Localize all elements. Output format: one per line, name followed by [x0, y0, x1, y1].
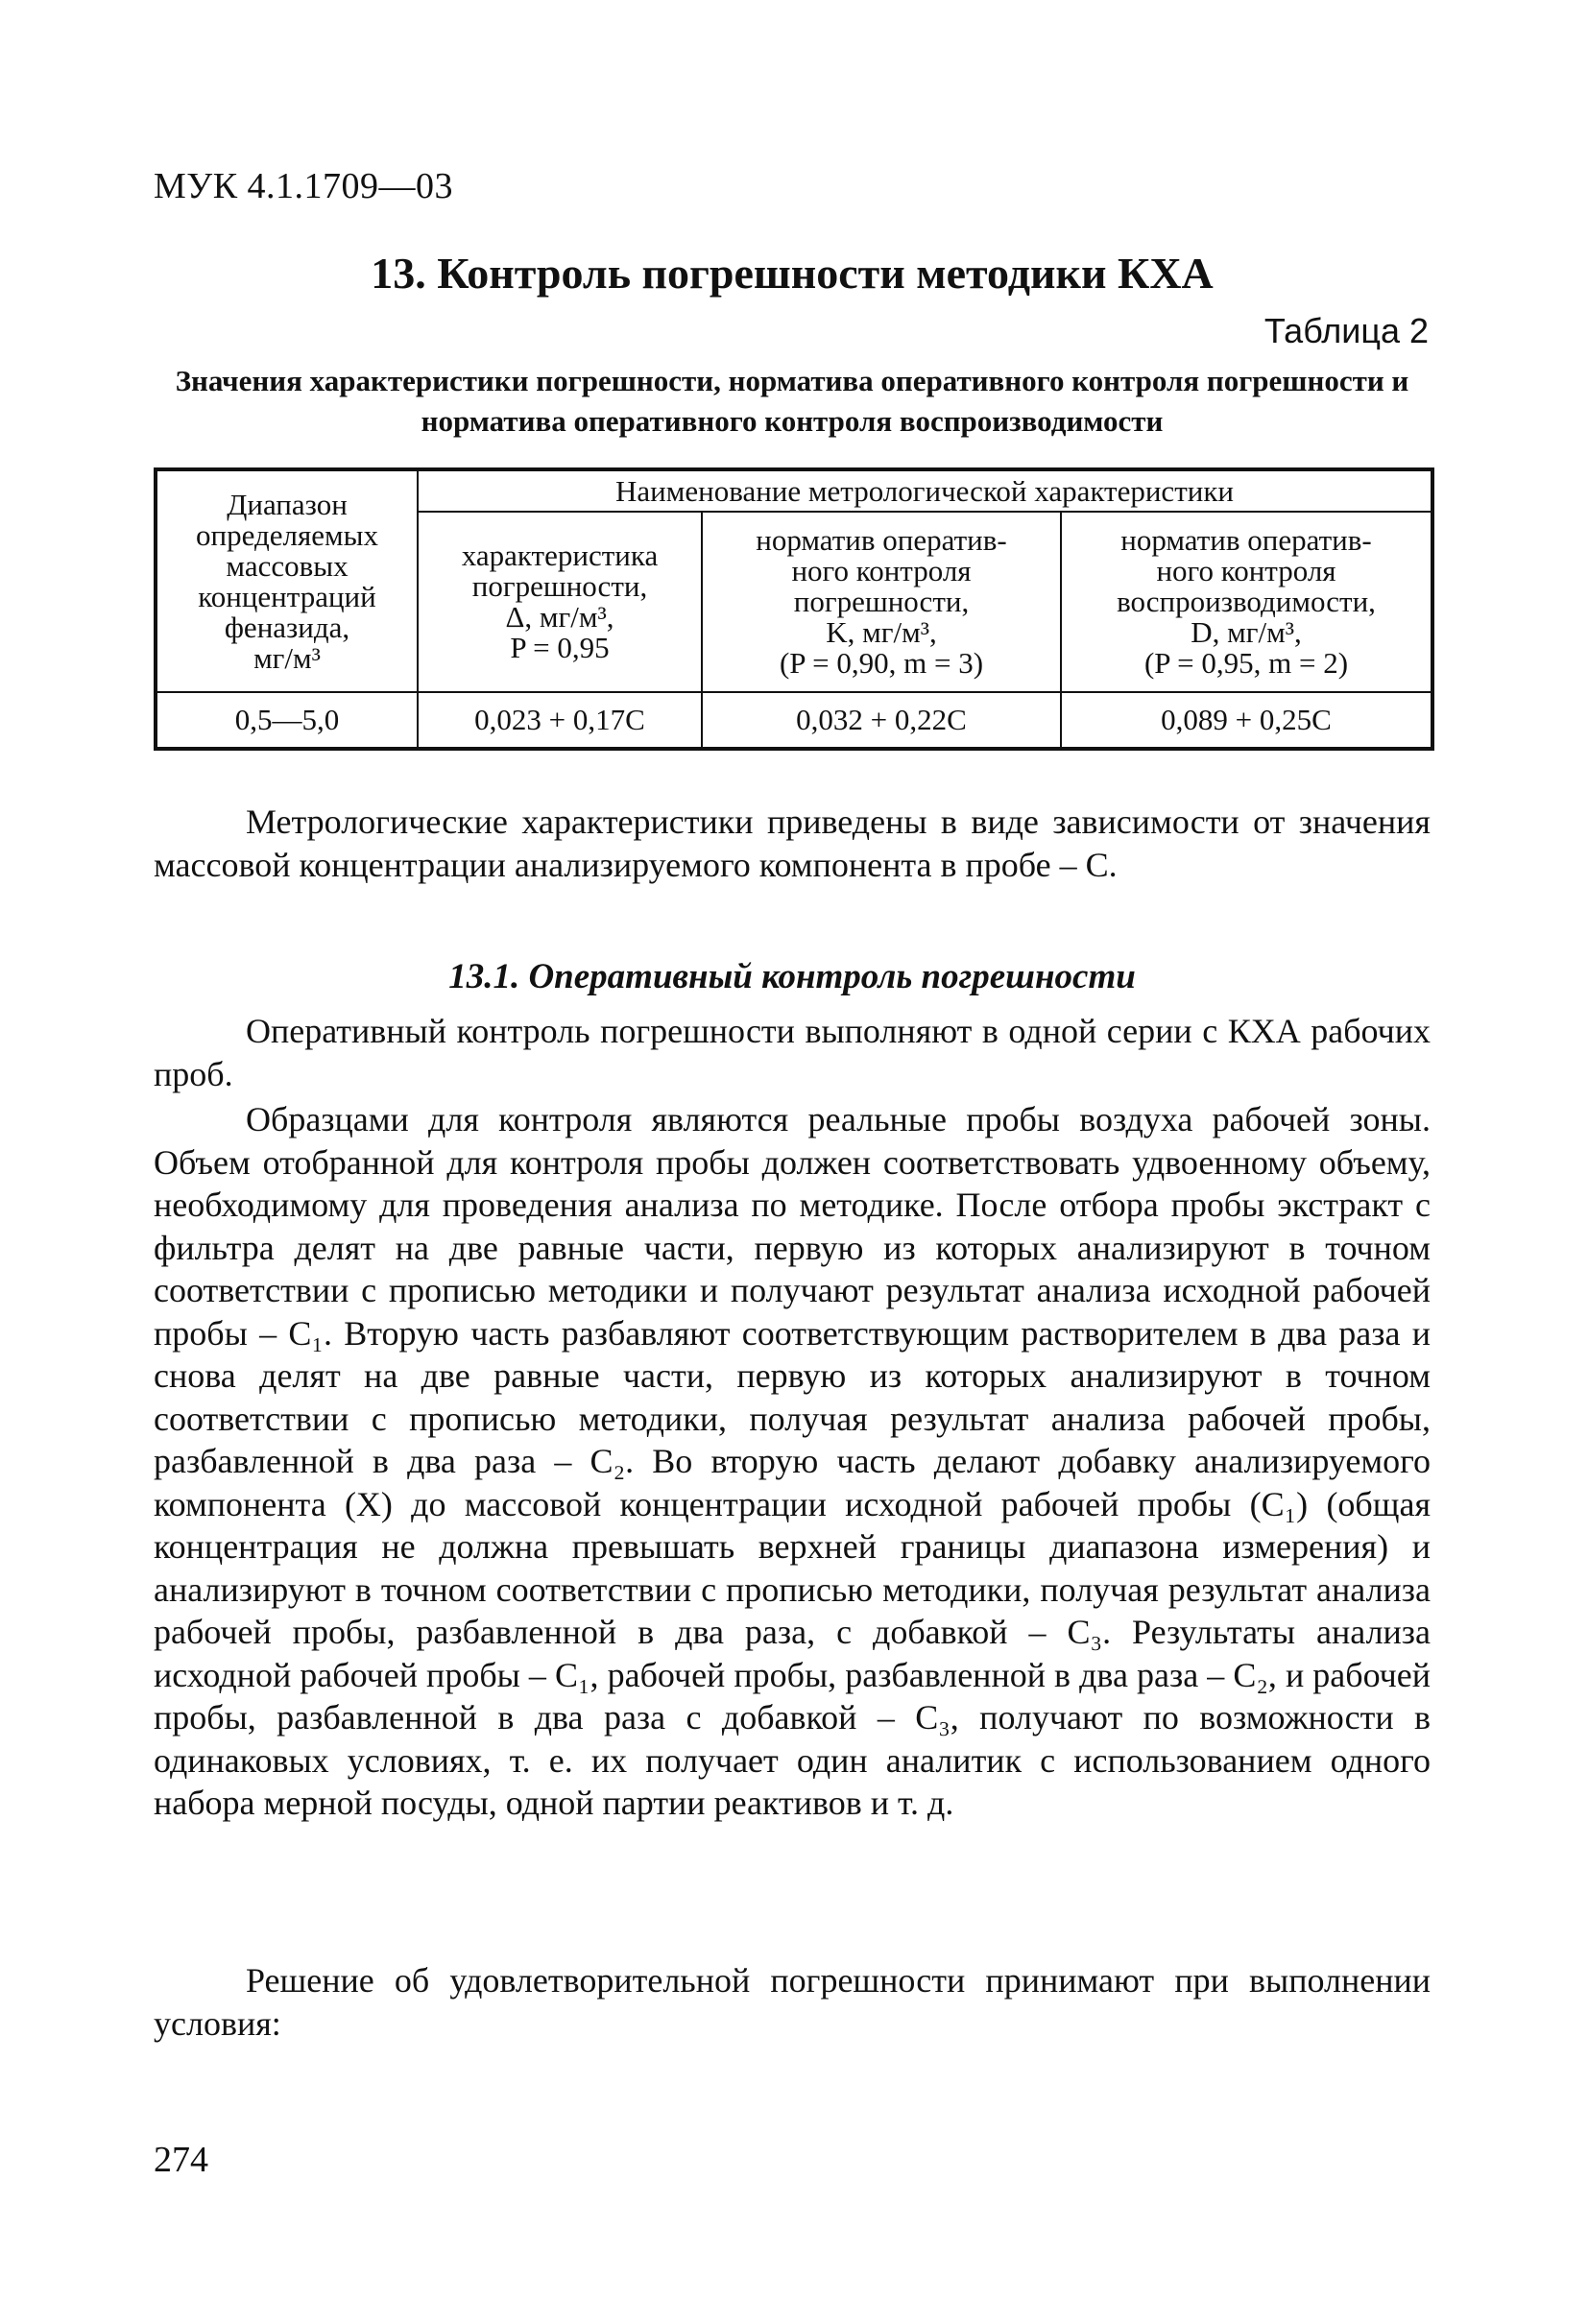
- table-label: Таблица 2: [1263, 311, 1429, 350]
- paragraph-decision: [154, 1959, 1431, 2045]
- paragraph-text: Оперативный контроль погрешности выполняют в одной серии с КХА рабочих проб.: [154, 1012, 1431, 1093]
- page-number: 274: [154, 2140, 208, 2180]
- paragraph-text: Решение об удовлетворительной погрешности принимают при выполнении условия:: [154, 1961, 1431, 2043]
- header-error-norm: норматив оператив- ного контроля погрешности, K, мг/м³, (P = 0,90, m = 3): [702, 512, 1061, 692]
- paragraph-samples: [154, 1098, 1431, 1825]
- paragraph-text: Образцами для контроля являются реальные пробы воздуха рабочей зоны. Объем отобранной для контроля пробы должен соответствовать удвоенному объему, необходимому для проведения анализа по методике. После отбора пробы экстракт с фильтра делят на две равные части, первую из которых анализируют в точном соответствии с прописью методики и получают результат анализа исходной рабочей пробы – С₁. Вторую часть разбавляют соответствующим растворителем в два раза и снова делят на две равные части, первую из которых анализируют в точном соответствии с прописью методики, получая результат анализа рабочей пробы, разбавленной в два раза – С₂. Во вторую часть делают добавку анализируемого компонента (Х) до массовой концентрации исходной рабочей пробы (С₁) (общая концентрация не должна превышать верхней границы диапазона измерения) и анализируют в точном соответствии с прописью методики, получая результат анализа рабочей пробы, разбавленной в два раза, с добавкой – С₃. Результаты анализа исходной рабочей пробы – С₁, рабочей пробы, разбавленной в два раза – С₂, и рабочей пробы, разбавленной в два раза с добавкой – С₃, получают по возможности в одинаковых условиях, т. е. их получает один аналитик с использованием одного набора мерной посуды, одной партии реактивов и т. д.: [154, 1100, 1431, 1822]
- cell-error-norm: 0,032 + 0,22C: [702, 692, 1061, 749]
- section-title: 13. Контроль погрешности методики КХА: [371, 249, 1214, 298]
- document-code: МУК 4.1.1709—03: [154, 166, 454, 206]
- paragraph-operative: [154, 1010, 1431, 1095]
- header-range: Диапазон определяемых массовых концентраций феназида, мг/м³: [156, 469, 418, 692]
- subsection-title: 13.1. Оперативный контроль погрешности: [448, 957, 1136, 996]
- table-row: [156, 692, 1432, 749]
- cell-range: 0,5—5,0: [156, 692, 418, 749]
- cell-error-characteristic: 0,023 + 0,17C: [418, 692, 702, 749]
- table-caption: Значения характеристики погрешности, норматива оперативного контроля погрешности и норматива оперативного контроля воспроизводимости: [175, 364, 1409, 438]
- paragraph-metrological: [154, 801, 1431, 886]
- header-group: Наименование метрологической характеристики: [418, 469, 1432, 512]
- cell-reproducibility-norm: 0,089 + 0,25C: [1061, 692, 1432, 749]
- paragraph-text: Метрологические характеристики приведены в виде зависимости от значения массовой концентрации анализируемого компонента в пробе – С.: [154, 803, 1431, 884]
- header-reproducibility-norm: норматив оператив- ного контроля воспроизводимости, D, мг/м³, (P = 0,95, m = 2): [1061, 512, 1432, 692]
- metrology-table: [154, 467, 1434, 751]
- header-error-characteristic: характеристика погрешности, Δ, мг/м³, P = 0,95: [418, 512, 702, 692]
